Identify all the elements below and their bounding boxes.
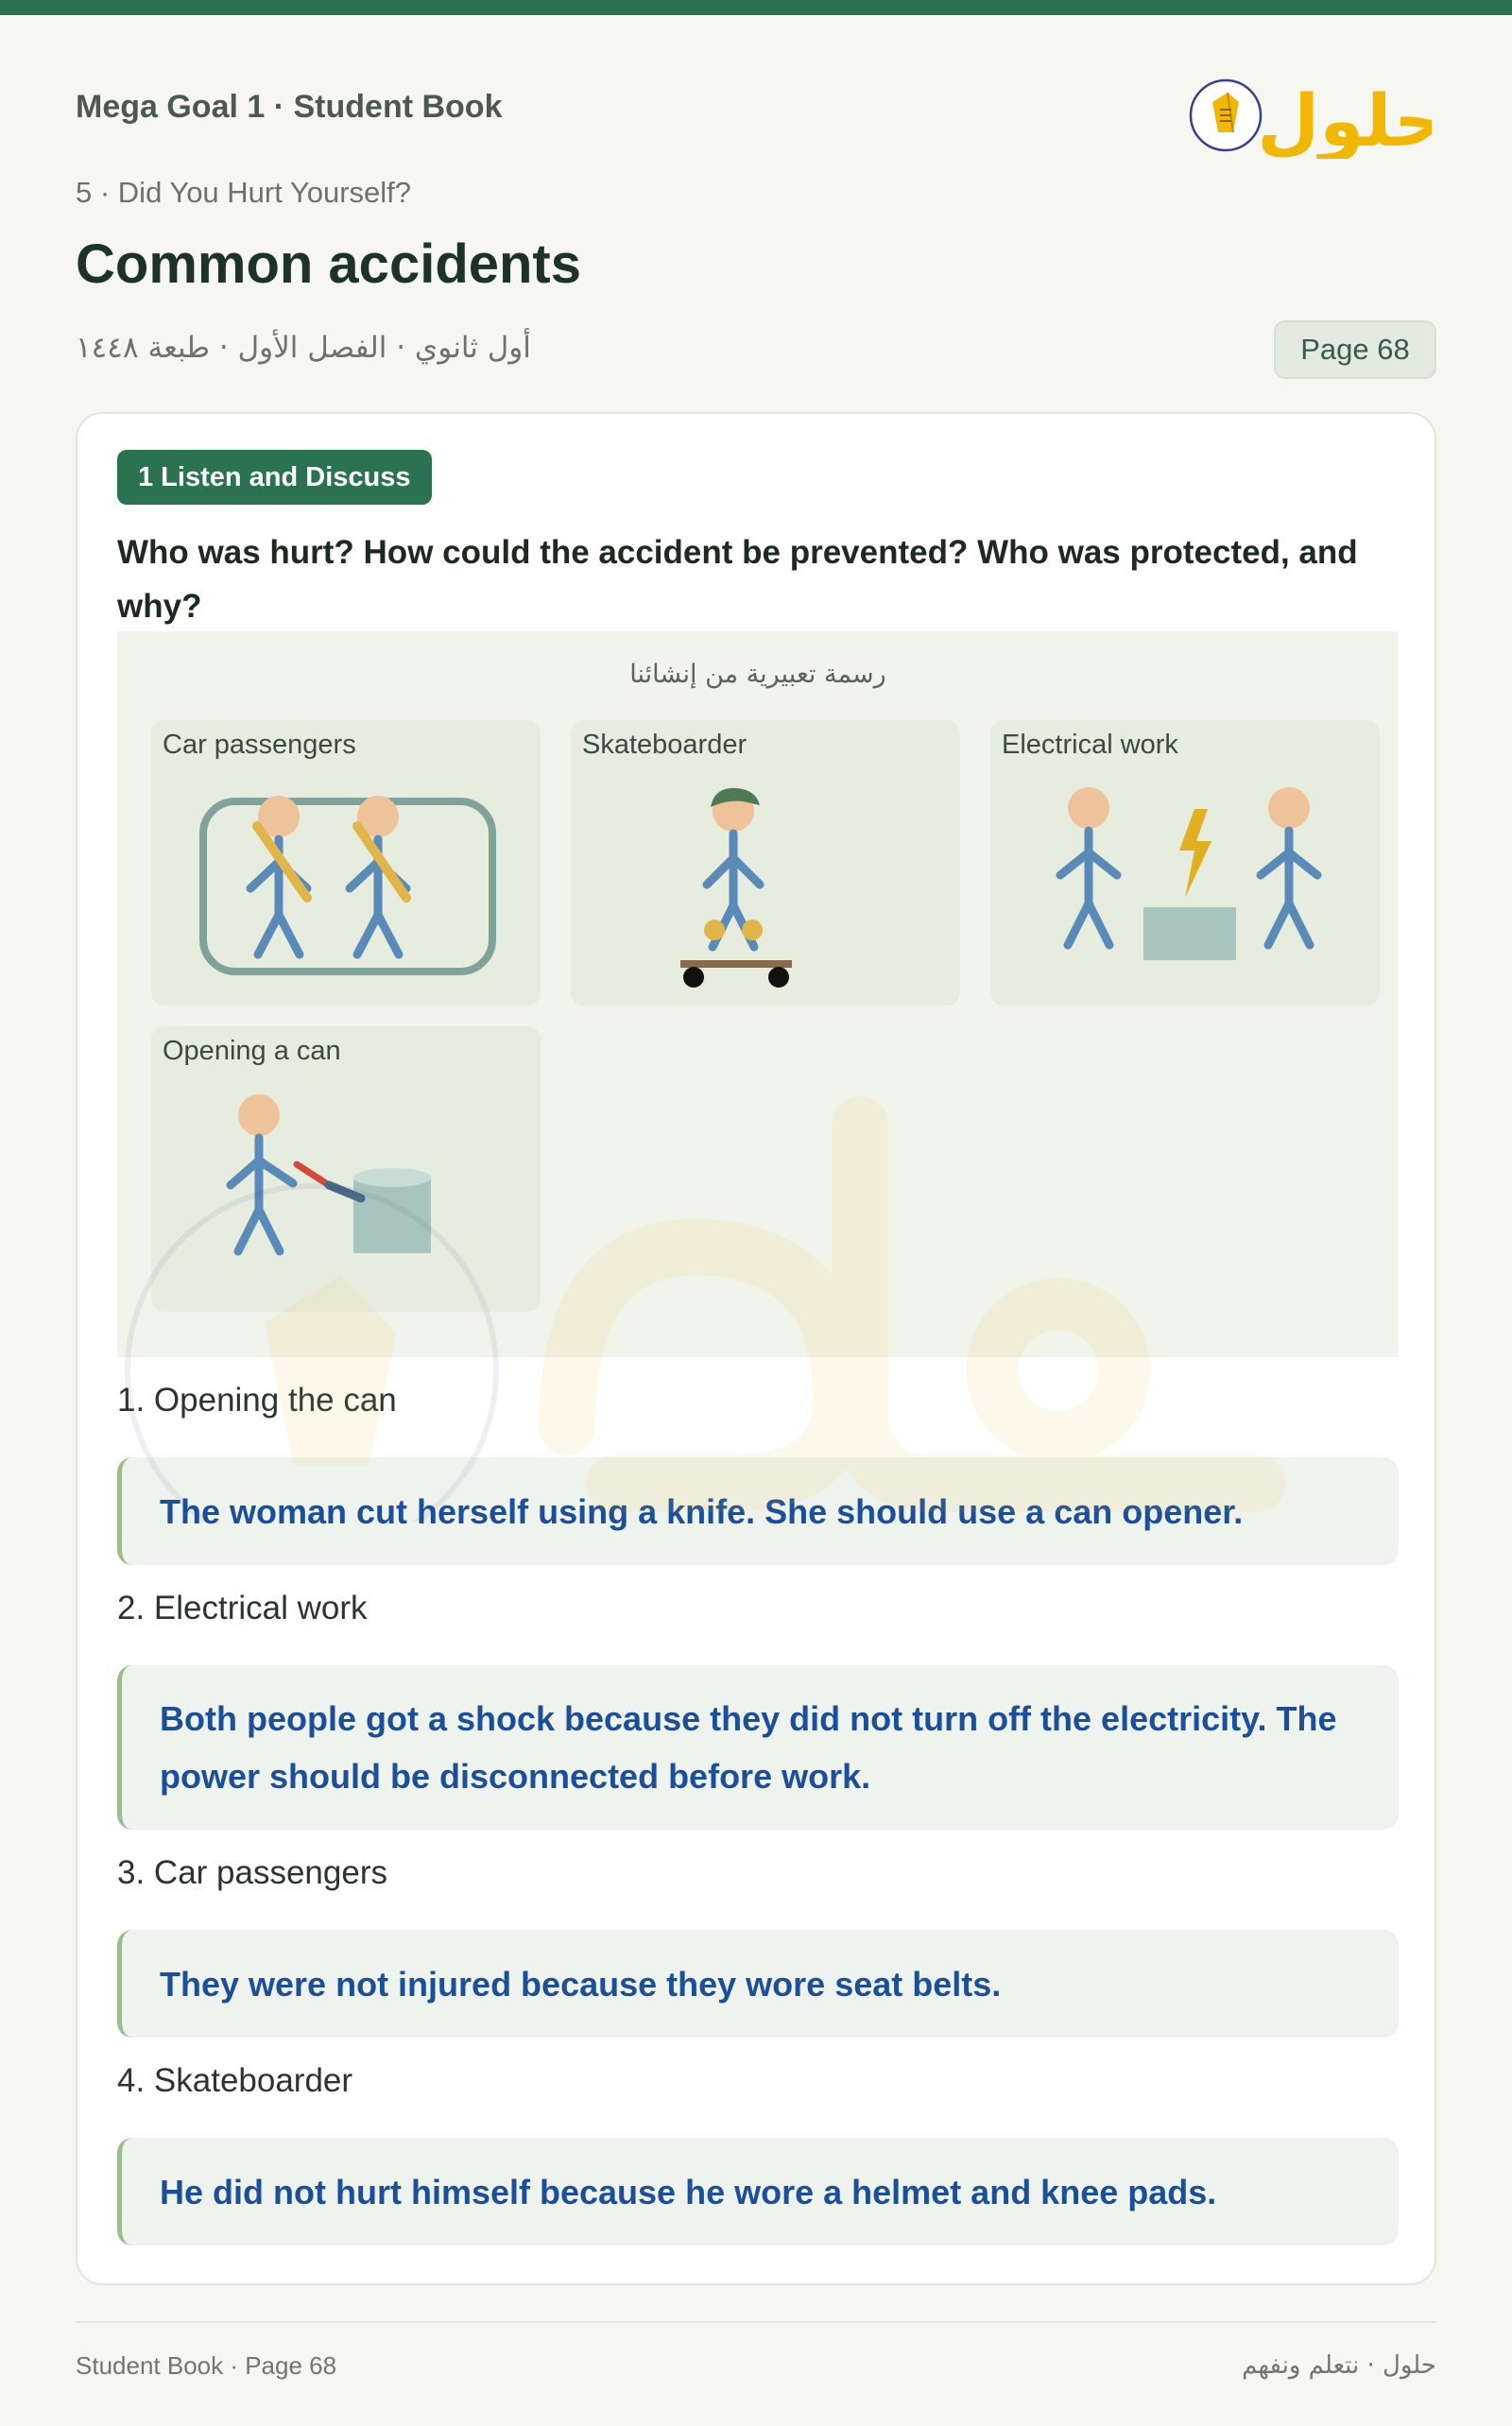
grade-meta: أول ثانوي · الفصل الأول · طبعة ١٤٤٨ (76, 331, 531, 365)
section-badge: 1 Listen and Discuss (117, 450, 432, 505)
panel-opening-a-can (151, 1026, 541, 1312)
answer-box: He did not hurt himself because he wore a helmet and knee pads. (117, 2138, 1399, 2245)
page-badge: Page 68 (1274, 320, 1436, 379)
panel-electrical-work (990, 720, 1380, 1006)
panel-label: Car passengers (163, 730, 356, 760)
electrical-work-drawing (990, 720, 1380, 1006)
answer-box: Both people got a shock because they did not turn off the electricity. The power should be disconnected before work. (117, 1665, 1399, 1830)
page-title: Common accidents (76, 233, 581, 295)
footer-brand: حلول · نتعلم ونفهم (1242, 2351, 1436, 2380)
panel-label: Electrical work (1002, 730, 1178, 760)
unit-title: 5 · Did You Hurt Yourself? (76, 176, 412, 209)
top-accent-bar (0, 0, 1512, 15)
skateboarder-drawing (571, 720, 960, 1006)
panel-skateboarder (571, 720, 960, 1006)
book-pen-icon (1186, 55, 1432, 159)
panel-label: Skateboarder (582, 730, 747, 760)
illustration (117, 631, 1399, 1357)
logo-text: حلول (1257, 78, 1432, 159)
panel-label: Opening a can (163, 1036, 341, 1066)
site-logo[interactable] (1186, 55, 1432, 159)
exercise-card (76, 412, 1436, 2285)
item-heading: 4. Skateboarder (117, 2062, 353, 2099)
car-passengers-drawing (151, 720, 541, 1006)
opening-can-drawing (151, 1026, 541, 1312)
book-title: Mega Goal 1 · Student Book (76, 89, 503, 125)
answer-box: The woman cut herself using a knife. She should use a can opener. (117, 1457, 1399, 1565)
footer-divider (76, 2321, 1436, 2323)
item-heading: 1. Opening the can (117, 1382, 397, 1419)
footer-page-info: Student Book · Page 68 (76, 2351, 337, 2380)
panel-car-passengers (151, 720, 541, 1006)
discussion-question: Who was hurt? How could the accident be prevented? Who was protected, and why? (117, 534, 1358, 625)
answer-box: They were not injured because they wore seat belts. (117, 1930, 1399, 2038)
illustration-caption: رسمة تعبيرية من إنشائنا (629, 660, 886, 689)
item-heading: 2. Electrical work (117, 1590, 368, 1626)
item-heading: 3. Car passengers (117, 1854, 387, 1891)
